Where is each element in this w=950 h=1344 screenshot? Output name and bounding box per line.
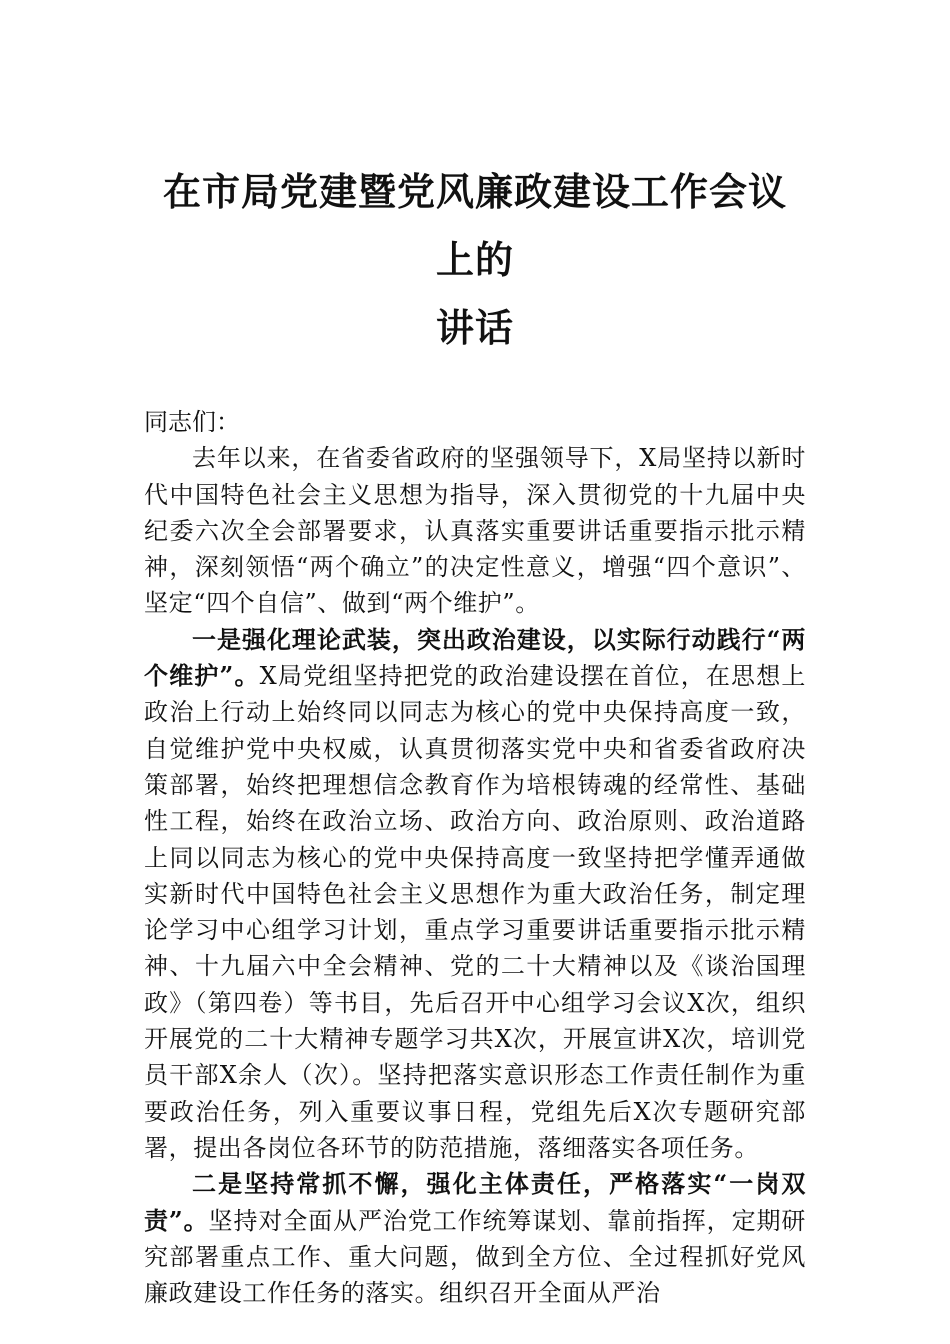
salutation: 同志们： (144, 408, 240, 436)
paragraph-point-two (144, 1166, 806, 1311)
paragraph-text: 坚持对全面从严治党工作统筹谋划、靠前指挥，定期研究部署重点工作、重大问题，做到全方位、全过程抓好党风廉政建设工作任务的落实。组织召开全面从严治 (144, 1206, 806, 1308)
document-page (144, 0, 806, 1311)
paragraph-heading: 二是坚持常抓不懈，强化主体责任，严格落实“一岗双责”。 (144, 1169, 806, 1235)
paragraph-heading: 一是强化理论武装，突出政治建设，以实际行动践行“两个维护”。 (144, 624, 806, 691)
paragraph-text: X局党组坚持把党的政治建设摆在首位，在思想上政治上行动上始终同以同志为核心的党中央保持高度一致，自觉维护党中央权威，认真贯彻落实党中央和省委省政府决策部署，始终把理想信念教育作为培根铸魂的经常性、基础性工程，始终在政治立场、政治方向、政治原则、政治道路上同以同志为核心的党中央保持高度一致坚持把学懂弄通做实新时代中国特色社会主义思想作为重大政治任务，制定理论学习中心组学习计划，重点学习重要讲话重要指示批示精神、十九届六中全会精神、党的二十大精神以及《谈治国理政》（第四卷）等书目，先后召开中心组学习会议X次，组织开展党的二十大精神专题学习共X次，开展宣讲X次，培训党员干部X余人（次）。坚持把落实意识形态工作责任制作为重要政治任务，列入重要议事日程，党组先后X次专题研究部署，提出各岗位各环节的防范措施，落细落实各项任务。 (144, 662, 806, 1162)
document-title (144, 0, 806, 362)
title-line-1: 在市局党建暨党风廉政建设工作会议上的 (162, 169, 787, 282)
title-line-2: 讲话 (435, 305, 514, 350)
document-body (144, 404, 806, 1311)
paragraph-point-one (144, 622, 806, 1166)
paragraph-intro (144, 440, 806, 621)
paragraph-text: 去年以来，在省委省政府的坚强领导下，X局坚持以新时代中国特色社会主义思想为指导，深入贯彻党的十九届中央纪委六次全会部署要求，认真落实重要讲话重要指示批示精神，深刻领悟“两个确立”的决定性意义，增强“四个意识”、坚定“四个自信”、做到“两个维护”。 (144, 444, 806, 618)
